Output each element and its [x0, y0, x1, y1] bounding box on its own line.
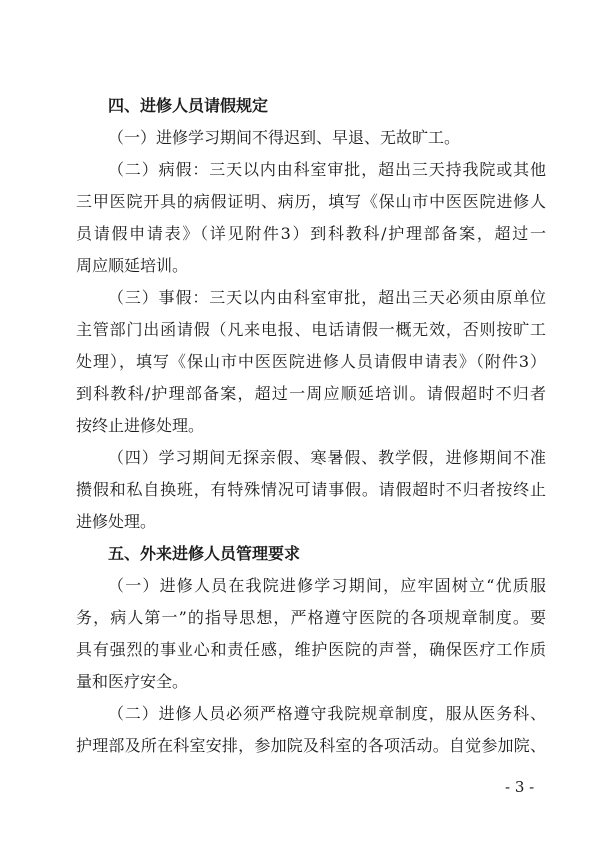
section-heading-5: 五、外来进修人员管理要求	[108, 544, 301, 563]
paragraph-line: 攒假和私自换班，有特殊情况可请事假。请假超时不归者按终止	[76, 480, 546, 499]
paragraph-line: （四）学习期间无探亲假、寒暑假、教学假，进修期间不准	[108, 448, 546, 467]
paragraph-line: 进修处理。	[76, 512, 157, 531]
document-body	[76, 90, 546, 762]
paragraph-line: （二）病假：三天以内由科室审批，超出三天持我院或其他	[108, 160, 546, 179]
paragraph-line: 具有强烈的事业心和责任感，维护医院的声誉，确保医疗工作质	[76, 640, 546, 659]
paragraph-line: 处理），填写《保山市中医医院进修人员请假申请表》（附件3）	[76, 352, 546, 371]
page-number: - 3 -	[505, 778, 535, 796]
paragraph-line: 周应顺延培训。	[76, 256, 189, 275]
paragraph-line: 护理部及所在科室安排，参加院及科室的各项活动。自觉参加院、	[76, 736, 546, 755]
paragraph-line: （三）事假：三天以内由科室审批，超出三天必须由原单位	[108, 288, 546, 307]
paragraph-line: 员请假申请表》（详见附件3）到科教科/护理部备案，超过一	[76, 224, 546, 243]
paragraph-line: 主管部门出函请假（凡来电报、电话请假一概无效，否则按旷工	[76, 320, 546, 339]
paragraph-line: 三甲医院开具的病假证明、病历，填写《保山市中医医院进修人	[76, 192, 546, 211]
paragraph-line: （一）进修学习期间不得迟到、早退、无故旷工。	[108, 128, 461, 147]
paragraph-line: 按终止进修处理。	[76, 416, 205, 435]
paragraph-line: （二）进修人员必须严格遵守我院规章制度，服从医务科、	[108, 704, 546, 723]
paragraph-line: 务，病人第一”的指导思想，严格遵守医院的各项规章制度。要	[76, 608, 546, 627]
paragraph-line: 到科教科/护理部备案，超过一周应顺延培训。请假超时不归者	[76, 384, 546, 403]
paragraph-line: 量和医疗安全。	[76, 672, 189, 691]
section-heading-4: 四、进修人员请假规定	[108, 96, 269, 115]
paragraph-line: （一）进修人员在我院进修学习期间，应牢固树立“优质服	[108, 576, 546, 595]
